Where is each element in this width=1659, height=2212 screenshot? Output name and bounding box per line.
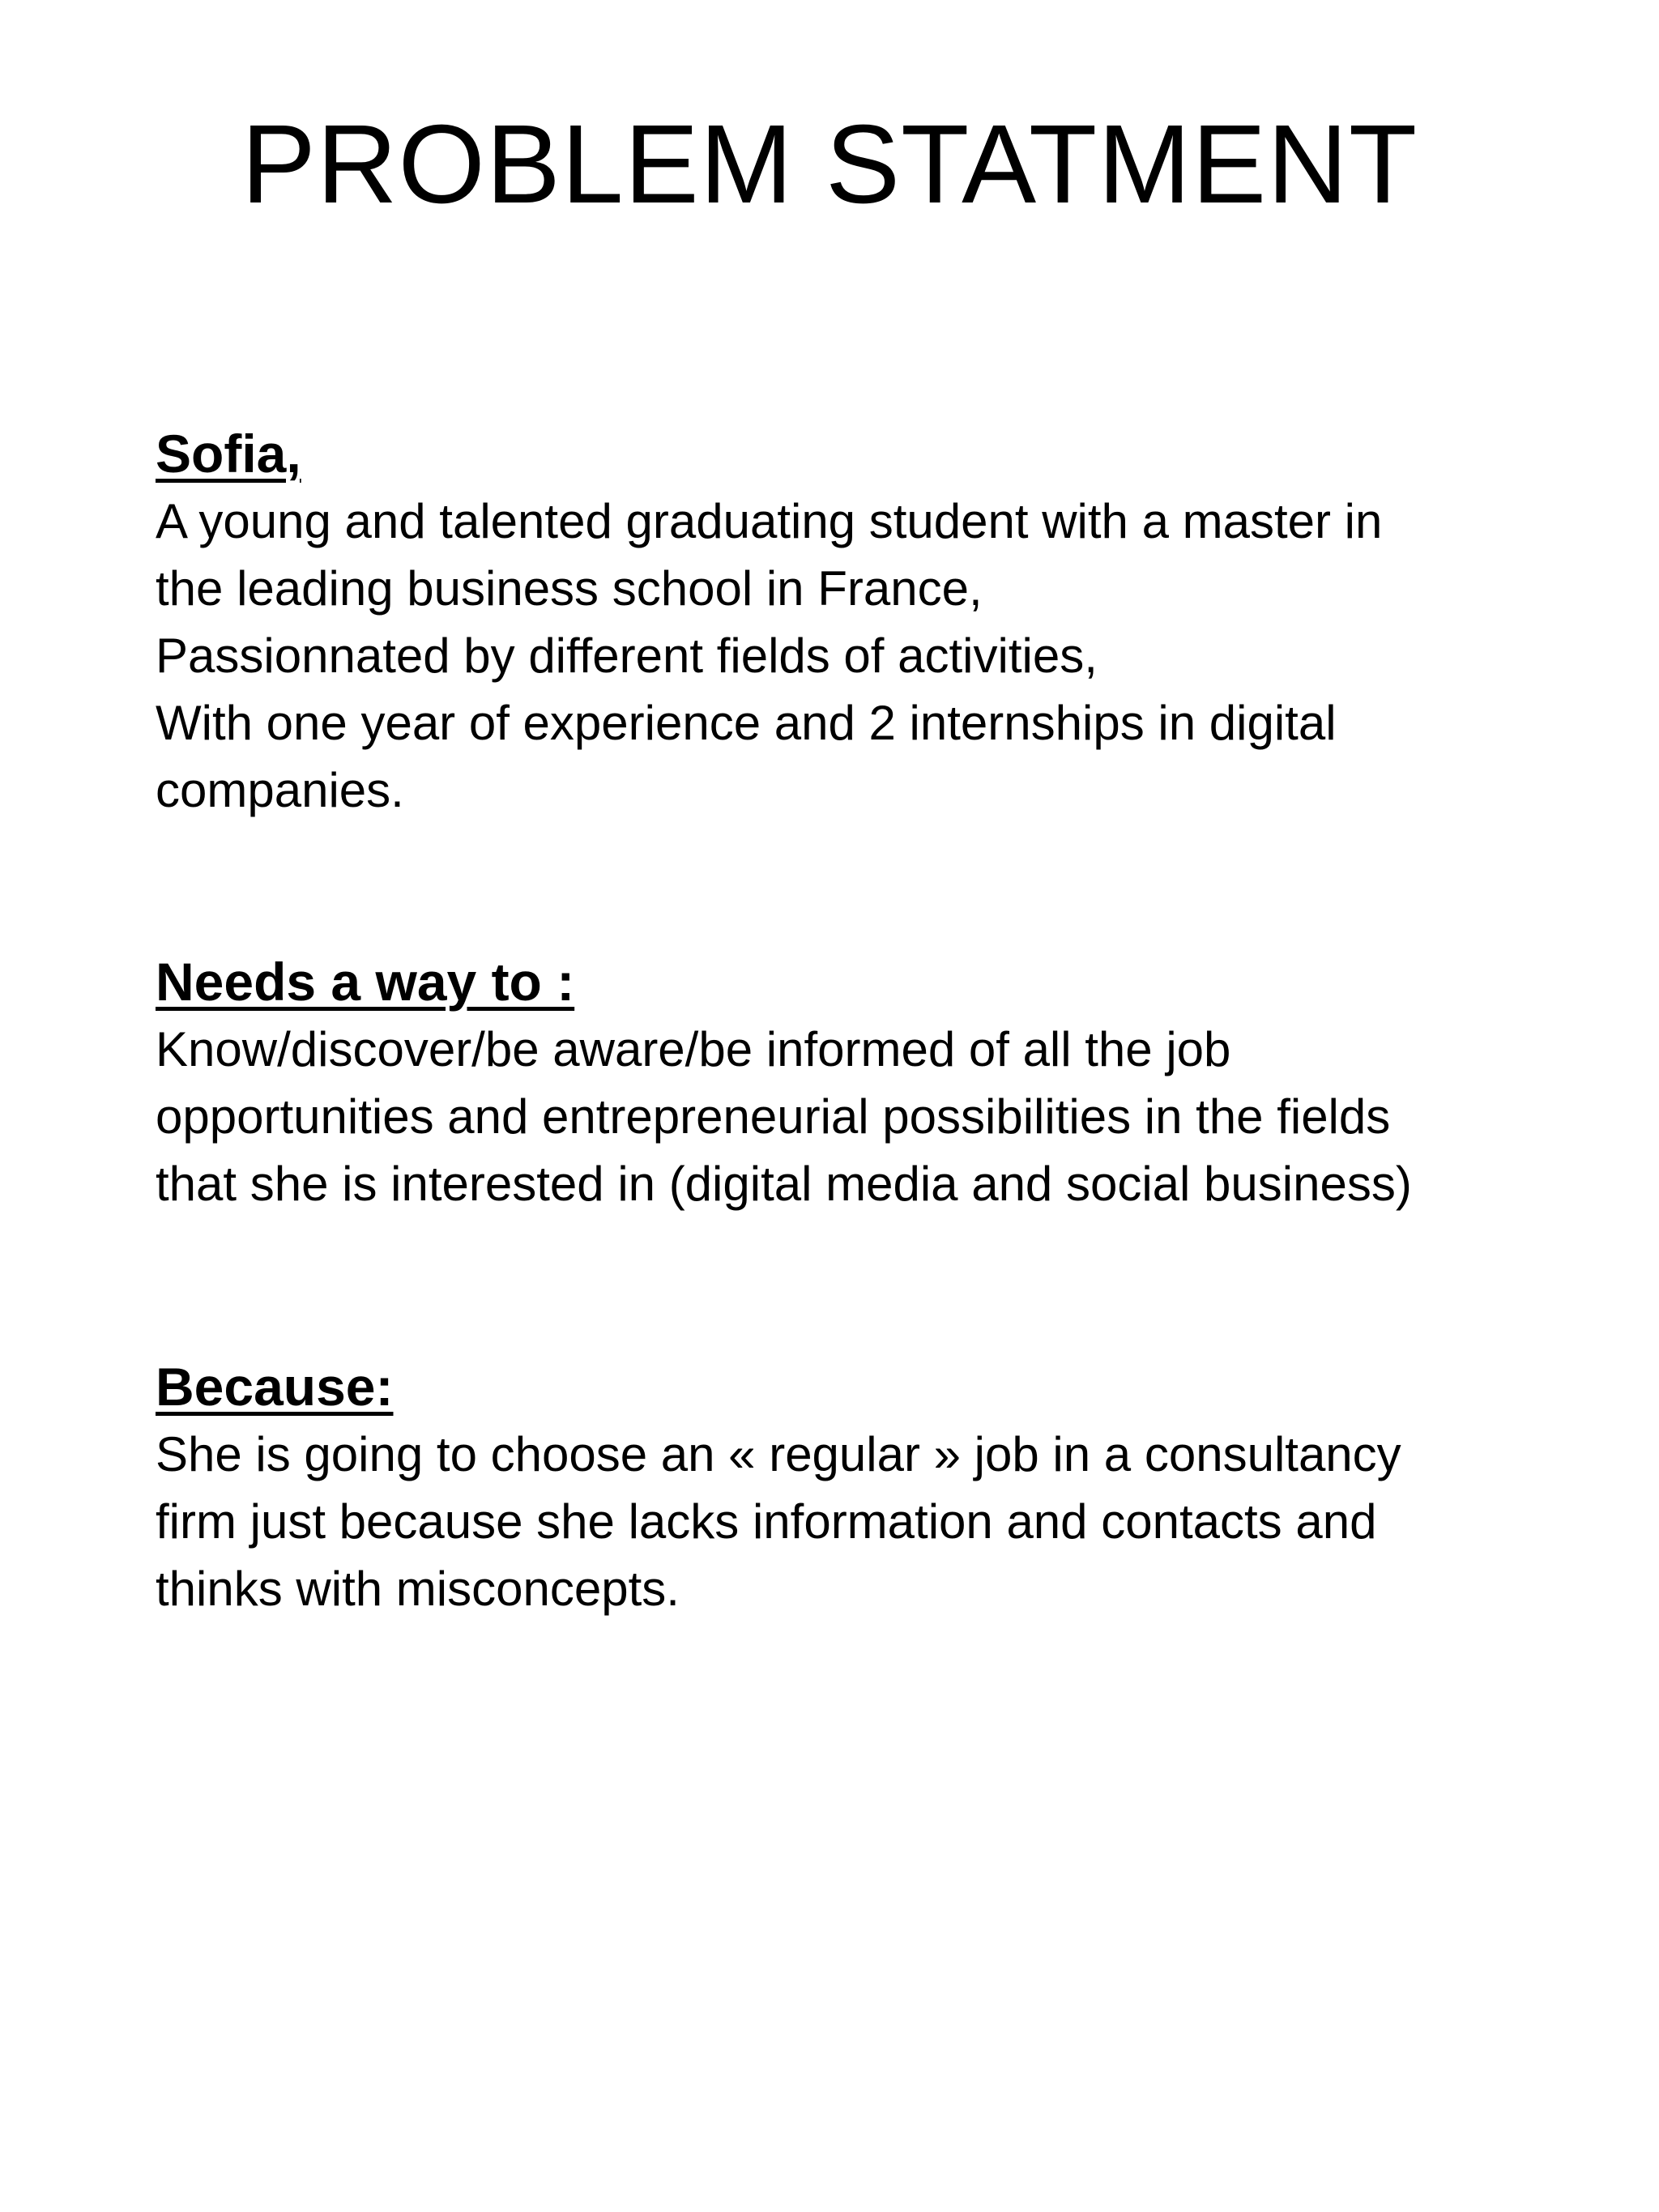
body-line: opportunities and entrepreneurial possibilities in the fields: [156, 1089, 1391, 1144]
page-title: PROBLEM STATMENT: [241, 102, 1418, 227]
section-heading-because: Because:: [156, 1357, 394, 1417]
section-persona: [156, 420, 1549, 824]
body-line: thinks with misconcepts.: [156, 1562, 680, 1616]
body-line: A young and talented graduating student with a master in: [156, 494, 1383, 548]
section-heading-persona: Sofia,: [156, 424, 301, 484]
body-line: Know/discover/be aware/be informed of all the job: [156, 1022, 1231, 1076]
body-line: firm just because she lacks information and contacts and: [156, 1494, 1377, 1549]
section-heading-needs: Needs a way to :: [156, 952, 575, 1012]
section-because: [156, 1353, 1549, 1622]
body-line: that she is interested in (digital media and social business): [156, 1157, 1412, 1211]
body-line: the leading business school in France,: [156, 561, 983, 616]
body-line: companies.: [156, 763, 404, 817]
body-line: Passionnated by different fields of activities,: [156, 629, 1098, 683]
body-line: With one year of experience and 2 internships in digital: [156, 696, 1337, 750]
body-line: She is going to choose an « regular » job in a consultancy: [156, 1427, 1401, 1481]
section-needs: [156, 948, 1549, 1217]
